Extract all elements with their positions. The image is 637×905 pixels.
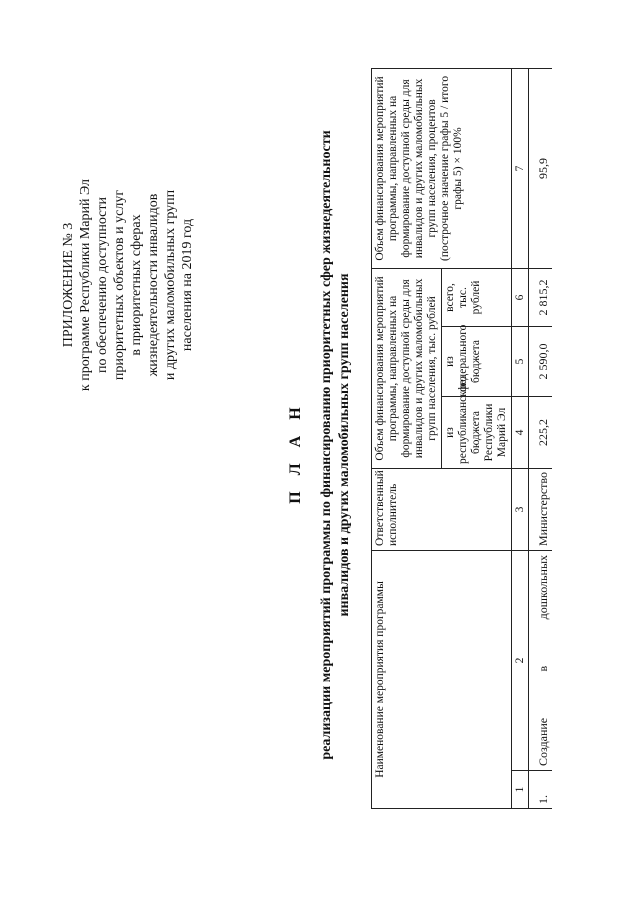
document-subtitle bbox=[318, 45, 354, 845]
column-number: 1 bbox=[512, 771, 529, 809]
row-executor: Министерство bbox=[529, 468, 553, 550]
column-number-row bbox=[512, 68, 529, 808]
header-name: Наименование мероприятия программы bbox=[372, 550, 512, 808]
column-number: 5 bbox=[512, 326, 529, 396]
appendix-line: по обеспечению доступности bbox=[95, 196, 110, 374]
header-executor: Ответственный исполнитель bbox=[372, 468, 512, 550]
appendix-line: к программе Республики Марий Эл bbox=[78, 178, 93, 392]
table-row bbox=[529, 68, 553, 808]
header-total: всего, тыс. рублей bbox=[442, 268, 512, 326]
header-funding-group: Объем финансирования мероприятий программы, направленных на формирование доступной среды для инвалидов и других маломобильных групп населения, тыс. рублей bbox=[372, 268, 442, 468]
column-number: 7 bbox=[512, 68, 529, 268]
column-number: 4 bbox=[512, 396, 529, 468]
appendix-line: приоритетных объектов и услуг bbox=[112, 189, 127, 381]
document-title: П Л А Н bbox=[287, 401, 304, 504]
subtitle-line: реализации мероприятий программы по финансированию приоритетных сфер жизнедеятельности bbox=[319, 130, 334, 760]
header-federal-budget: из федерального бюджета bbox=[442, 326, 512, 396]
appendix-line: в приоритетных сферах bbox=[129, 214, 144, 356]
plan-table bbox=[371, 68, 552, 809]
row-total: 2 815,2 bbox=[529, 268, 553, 326]
header-row bbox=[372, 68, 442, 808]
column-number: 3 bbox=[512, 468, 529, 550]
appendix-line: населения на 2019 год bbox=[180, 218, 195, 352]
row-republic-budget: 225,2 bbox=[529, 396, 553, 468]
column-number: 2 bbox=[512, 550, 529, 770]
row-number: 1. bbox=[529, 771, 553, 809]
appendix-line: жизнедеятельности инвалидов bbox=[146, 193, 161, 377]
header-share: Объем финансирования мероприятий программы, направленных на формирование доступной среды для инвалидов и других маломобильных групп населения, процентов (построчное значение графы 5 / итого графы 5) × 100% bbox=[372, 68, 512, 268]
row-federal-budget: 2 590,0 bbox=[529, 326, 553, 396]
row-name: Создание в дошкольных bbox=[529, 550, 553, 770]
appendix-block bbox=[60, 135, 196, 435]
column-number: 6 bbox=[512, 268, 529, 326]
row-share: 95,9 bbox=[529, 68, 553, 268]
subtitle-line: инвалидов и других маломобильных групп населения bbox=[337, 273, 352, 617]
header-republic-budget: из республиканского бюджета Республики Марий Эл bbox=[442, 396, 512, 468]
appendix-line: и других маломобильных групп bbox=[163, 189, 178, 381]
appendix-line: ПРИЛОЖЕНИЕ № 3 bbox=[61, 222, 76, 348]
